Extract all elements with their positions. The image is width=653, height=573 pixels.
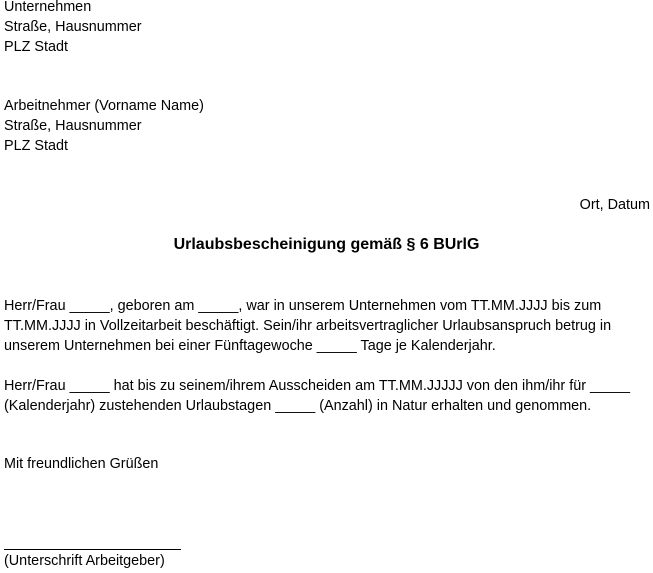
sender-street: Straße, Hausnummer: [4, 19, 142, 35]
sender-city: PLZ Stadt: [4, 39, 68, 55]
sender-company: Unternehmen: [4, 0, 92, 15]
paragraph-1-line-2: TT.MM.JJJJ in Vollzeitarbeit beschäftigt. Sein/ihr arbeitsvertraglicher Urlaubsanspruch betrug in: [4, 318, 612, 334]
paragraph-1-line-3: unserem Unternehmen bei einer Fünftagewoche _____ Tage je Kalenderjahr.: [4, 338, 496, 354]
paragraph-2-line-2: (Kalenderjahr) zustehenden Urlaubstagen _____ (Anzahl) in Natur erhalten und genommen.: [4, 398, 592, 414]
recipient-street: Straße, Hausnummer: [4, 118, 142, 134]
place-date: Ort, Datum: [579, 197, 650, 213]
signature-line: [4, 549, 181, 550]
paragraph-1-line-1: Herr/Frau _____, geboren am _____, war in unserem Unternehmen vom TT.MM.JJJJ bis zum: [4, 298, 602, 314]
closing-greeting: Mit freundlichen Grüßen: [4, 456, 159, 472]
recipient-name: Arbeitnehmer (Vorname Name): [4, 98, 204, 114]
document-title: Urlaubsbescheinigung gemäß § 6 BUrlG: [173, 236, 480, 253]
paragraph-2-line-1: Herr/Frau _____ hat bis zu seinem/ihrem Ausscheiden am TT.MM.JJJJJ von den ihm/ihr für _____: [4, 378, 631, 394]
signature-label: (Unterschrift Arbeitgeber): [4, 553, 165, 569]
recipient-city: PLZ Stadt: [4, 138, 68, 154]
